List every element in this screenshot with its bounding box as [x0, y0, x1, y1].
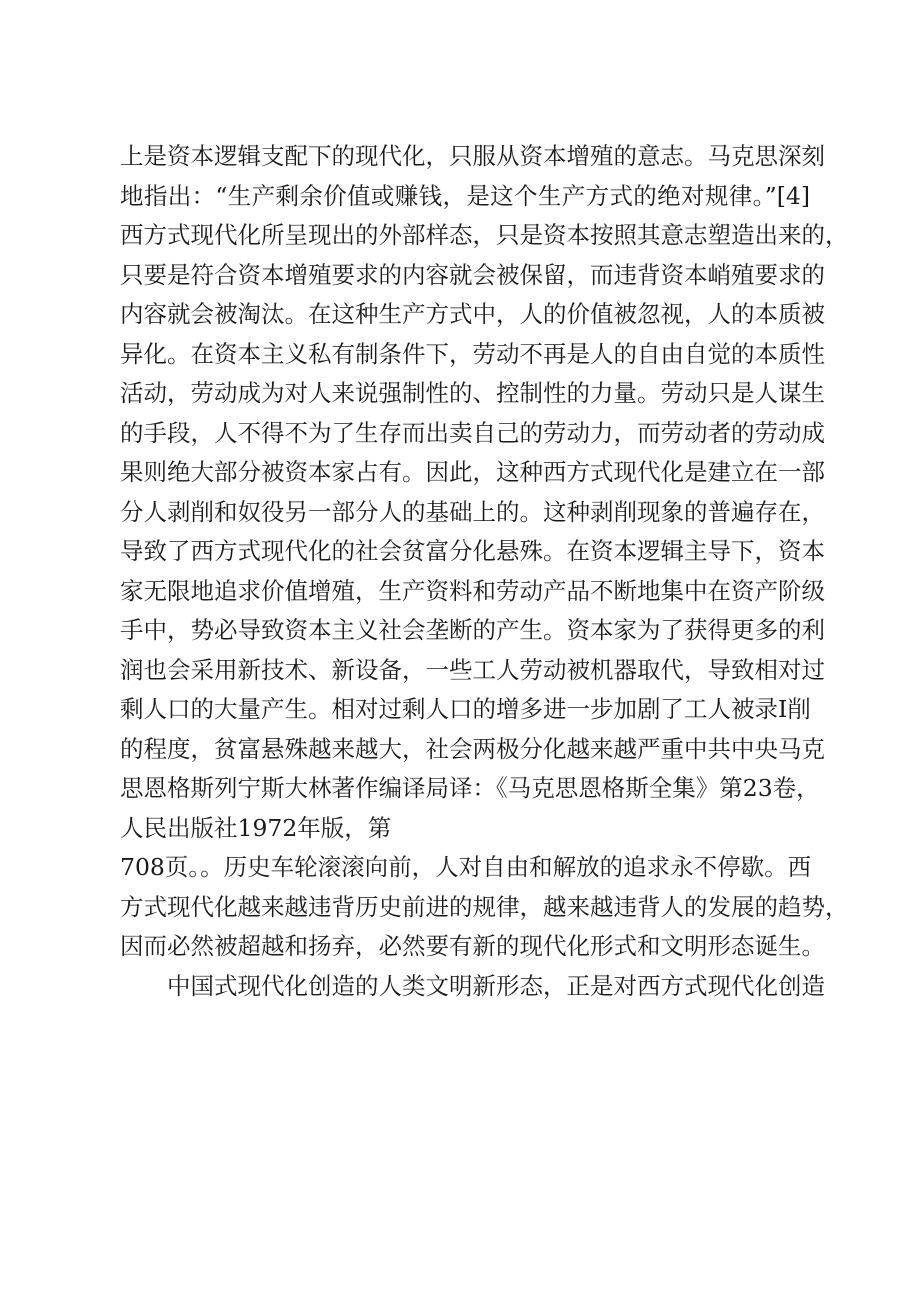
text-line: 导致了西方式现代化的社会贫富分化悬殊。在资本逻辑主导下，资本	[120, 537, 825, 565]
text-line: 剩人口的大量产生。相对过剩人口的增多进一步加剧了工人被录I削	[120, 695, 811, 723]
text-line: 内容就会被淘汰。在这种生产方式中，人的价值被忽视，人的本质被	[120, 300, 825, 328]
paragraph-start-line: 中国式现代化创造的人类文明新形态，正是对西方式现代化创造	[167, 971, 825, 1000]
text-line: 因而必然被超越和扬弃，必然要有新的现代化形式和文明形态诞生。	[120, 932, 825, 960]
body-text	[120, 137, 849, 1006]
text-line: 只要是符合资本增殖要求的内容就会被保留，而违背资本峭殖要求的	[120, 260, 825, 289]
text-line: 异化。在资本主义私有制条件下，劳动不再是人的自由自觉的本质性	[120, 339, 825, 368]
text-line: 润也会采用新技术、新设备，一些工人劳动被机器取代，导致相对过	[120, 655, 825, 684]
text-line: 的手段，人不得不为了生存而出卖自己的劳动力，而劳动者的劳动成	[120, 418, 825, 447]
text-line: 708页。。历史车轮滚滚向前，人对自由和解放的追求永不停歇。西	[120, 853, 812, 881]
text-line: 果则绝大部分被资本家占有。因此，这种西方式现代化是建立在一部	[120, 458, 825, 486]
text-line: 手中，势必导致资本主义社会垄断的产生。资本家为了获得更多的利	[120, 616, 825, 644]
text-line: 思恩格斯列宁斯大林著作编译局译：《马克思恩格斯全集》第23卷，	[120, 774, 820, 802]
text-line: 人民出版社1972年版，第	[120, 813, 392, 842]
text-line: 的程度，贫富悬殊越来越大，社会两极分化越来越严重中共中央马克	[120, 734, 825, 763]
text-line: 家无限地追求价值增殖，生产资料和劳动产品不断地集中在资产阶级	[120, 576, 825, 605]
text-line: 方式现代化越来越违背历史前进的规律，越来越违背人的发展的趋势，	[120, 892, 849, 921]
text-line: 活动，劳动成为对人来说强制性的、控制性的力量。劳动只是人谋生	[120, 379, 825, 407]
text-line: 地指出：“生产剩余价值或赚钱，是这个生产方式的绝对规律。”[4]	[120, 181, 810, 210]
text-line: 分人剥削和奴役另一部分人的基础上的。这种剥削现象的普遍存在，	[120, 497, 825, 526]
text-line: 西方式现代化所呈现出的外部样态，只是资本按照其意志塑造出来的，	[120, 221, 849, 249]
text-line: 上是资本逻辑支配下的现代化，只服从资本增殖的意志。马克思深刻	[120, 142, 825, 170]
